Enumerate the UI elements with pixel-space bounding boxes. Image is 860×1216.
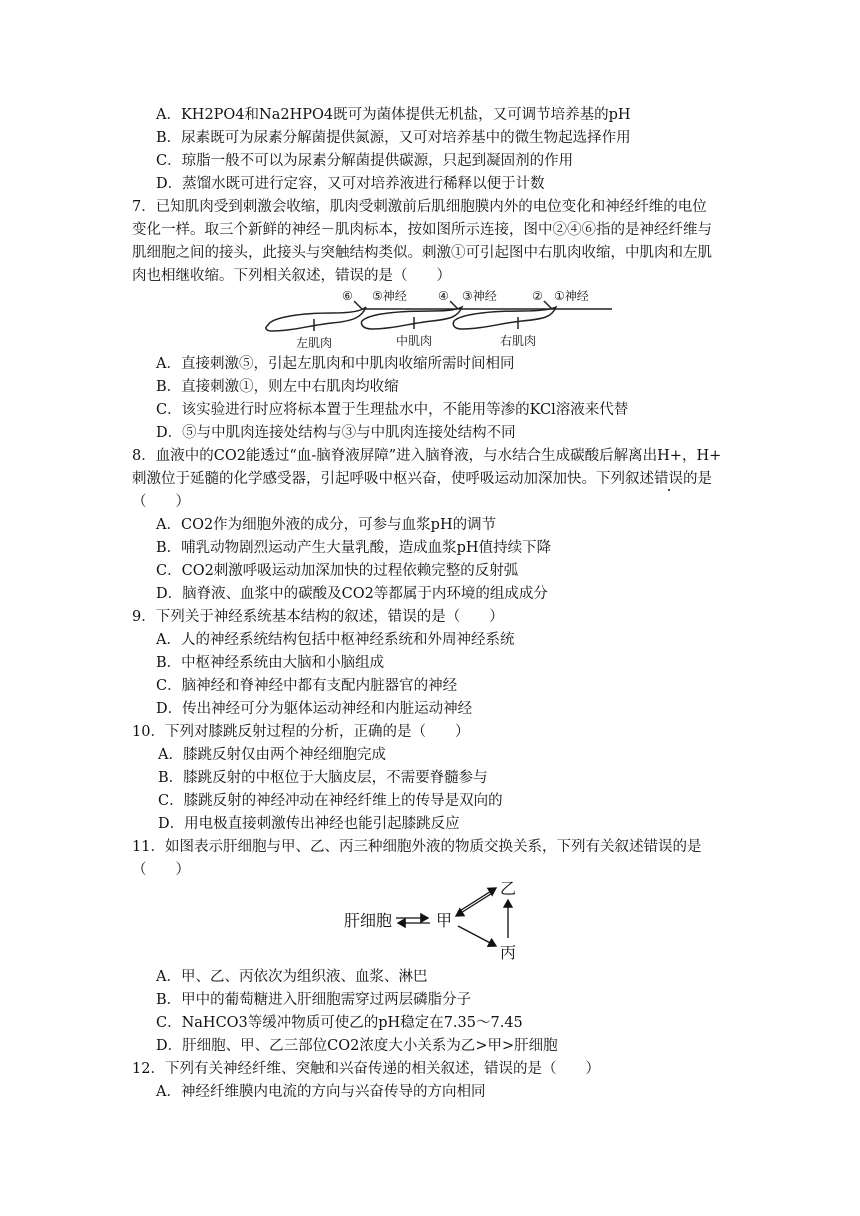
q7-stem-line-4: 肉也相继收缩。下列相关叙述，错误的是（ ）	[132, 268, 451, 284]
q9-option-a: A．人的神经系统结构包括中枢神经系统和外周神经系统	[156, 632, 515, 648]
q6-option-d: D．蒸馏水既可进行定容，又可对培养液进行稀释以便于计数	[156, 176, 545, 192]
q7-stem-line-1: 7．已知肌肉受到刺激会收缩，肌肉受刺激前后肌细胞膜内外的电位变化和神经纤维的电位	[132, 199, 707, 215]
q10-stem: 10．下列对膝跳反射过程的分析，正确的是（ ）	[132, 724, 470, 740]
q9-option-c: C．脑神经和脊神经中都有支配内脏器官的神经	[156, 678, 458, 694]
q10-option-c: C．膝跳反射的神经冲动在神经纤维上的传导是双向的	[158, 793, 503, 809]
label-n4: ④	[438, 289, 449, 303]
q11-option-d: D．肝细胞、甲、乙三部位CO2浓度大小关系为乙>甲>肝细胞	[156, 1038, 558, 1054]
q7-option-d: D．⑤与中肌肉连接处结构与③与中肌肉连接处结构不同	[156, 425, 516, 441]
q11-option-b: B．甲中的葡萄糖进入肝细胞需穿过两层磷脂分子	[156, 992, 472, 1008]
label-middle-muscle: 中肌肉	[396, 334, 433, 348]
q10-option-b: B．膝跳反射的中枢位于大脑皮层，不需要脊髓参与	[158, 770, 488, 786]
q9-option-d: D．传出神经可分为躯体运动神经和内脏运动神经	[156, 701, 473, 717]
q12-option-a: A．神经纤维膜内电流的方向与兴奋传导的方向相同	[156, 1084, 486, 1100]
nerve-muscle-diagram	[262, 287, 612, 351]
label-n5: ⑤神经	[372, 289, 407, 303]
q11-option-a: A．甲、乙、丙依次为组织液、血浆、淋巴	[156, 969, 428, 985]
q10-option-a: A．膝跳反射仅由两个神经细胞完成	[158, 747, 386, 763]
label-bing: 丙	[500, 943, 517, 960]
label-n2: ②	[532, 289, 543, 303]
q8-option-d: D．脑脊液、血浆中的碳酸及CO2等都属于内环境的组成成分	[156, 586, 548, 602]
q9-option-b: B．中枢神经系统由大脑和小脑组成	[156, 655, 385, 671]
label-n6: ⑥	[342, 289, 353, 303]
q6-option-c: C．琼脂一般不可以为尿素分解菌提供碳源，只起到凝固剂的作用	[156, 153, 574, 169]
q11-option-c: C．NaHCO3等缓冲物质可使乙的pH稳定在7.35～7.45	[156, 1015, 523, 1031]
label-n1: ①神经	[554, 289, 589, 303]
q8-stem-text: 刺激位于延髓的化学感受器，引起呼吸中枢兴奋，使呼吸运动加深加快。下列叙述	[132, 471, 654, 487]
q6-option-a: A．KH2PO4和Na2HPO4既可为菌体提供无机盐，又可调节培养基的pH	[156, 107, 631, 123]
q7-option-a: A．直接刺激⑤，引起左肌肉和中肌肉收缩所需时间相同	[156, 356, 515, 372]
q8-option-b: B．哺乳动物剧烈运动产生大量乳酸，造成血浆pH值持续下降	[156, 540, 552, 556]
label-right-muscle: 右肌肉	[500, 334, 537, 348]
q6-option-b: B．尿素既可为尿素分解菌提供氮源，又可对培养基中的微生物起选择作用	[156, 130, 631, 146]
q8-option-c: C．CO2刺激呼吸运动加深加快的过程依赖完整的反射弧	[156, 563, 519, 579]
label-liver-cell: 肝细胞	[344, 911, 393, 930]
q11-stem-line-2: （ ）	[132, 862, 190, 878]
q7-option-c: C．该实验进行时应将标本置于生理盐水中，不能用等渗的KCl溶液来代替	[156, 402, 629, 418]
label-yi: 乙	[500, 879, 517, 898]
q12-stem: 12．下列有关神经纤维、突触和兴奋传递的相关叙述，错误的是（ ）	[132, 1061, 600, 1077]
q8-stem-line-3: （ ）	[132, 494, 190, 510]
q7-stem-line-3: 肌细胞之间的接头，此接头与突触结构类似。刺激①可引起图中右肌肉收缩，中肌肉和左肌	[132, 245, 712, 261]
label-jia: 甲	[436, 911, 453, 930]
label-n3: ③神经	[462, 289, 497, 303]
q8-stem-line-1: 8．血液中的CO2能透过“血-脑脊液屏障”进入脑脊液，与水结合生成碳酸后解离出H+，H+	[132, 448, 722, 464]
q11-stem-line-1: 11．如图表示肝细胞与甲、乙、丙三种细胞外液的物质交换关系，下列有关叙述错误的是	[132, 839, 702, 855]
q8-emphasis-wrong: 错误	[654, 471, 683, 487]
q8-stem-tail: 的是	[683, 471, 712, 487]
q9-stem: 9．下列关于神经系统基本结构的叙述，错误的是（ ）	[132, 609, 504, 625]
q8-option-a: A．CO2作为细胞外液的成分，可参与血浆pH的调节	[156, 517, 497, 533]
q7-stem-line-2: 变化一样。取三个新鲜的神经－肌肉标本，按如图所示连接，图中②④⑥指的是神经纤维与	[132, 222, 712, 238]
label-left-muscle: 左肌肉	[296, 336, 333, 350]
q7-option-b: B．直接刺激①，则左中右肌肉均收缩	[156, 379, 399, 395]
fluid-exchange-diagram	[340, 876, 540, 960]
q8-stem-line-2	[132, 468, 712, 490]
q10-option-d: D．用电极直接刺激传出神经也能引起膝跳反应	[158, 816, 460, 832]
